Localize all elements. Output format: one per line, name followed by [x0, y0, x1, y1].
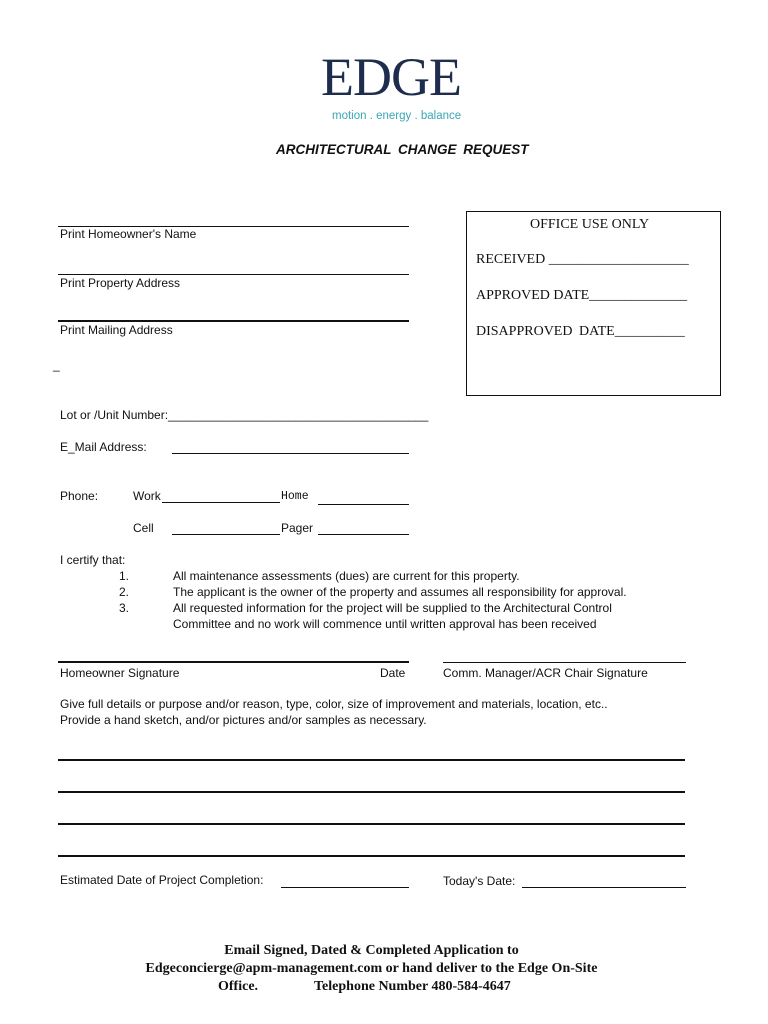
homeowner-name-label: Print Homeowner's Name [60, 227, 197, 241]
approved-date-field[interactable]: APPROVED DATE______________ [476, 288, 688, 303]
certify-item-num: 2. [119, 585, 130, 599]
work-phone-field[interactable] [162, 502, 280, 503]
stray-underscore: _ [53, 358, 60, 372]
mailing-address-field[interactable] [58, 320, 409, 322]
email-field[interactable] [172, 453, 409, 454]
certify-item-num: 1. [119, 569, 130, 583]
signature-date-label: Date [380, 666, 406, 680]
logo-tagline: motion . energy . balance [332, 110, 462, 122]
certify-item-text: All requested information for the project will be supplied to the Architectural Control [173, 601, 612, 615]
logo-wordmark: EDGE [321, 47, 461, 107]
footer-telephone: Telephone Number 480-584-4647 [314, 979, 511, 994]
homeowner-signature-field[interactable] [58, 661, 409, 663]
manager-signature-label: Comm. Manager/ACR Chair Signature [443, 666, 648, 680]
email-label: E_Mail Address: [60, 440, 147, 454]
home-phone-field[interactable] [318, 504, 409, 505]
estimated-completion-label: Estimated Date of Project Completion: [60, 873, 264, 887]
certify-item-text: The applicant is the owner of the property and assumes all responsibility for approval. [173, 585, 627, 599]
certify-item-text: All maintenance assessments (dues) are current for this property. [173, 569, 520, 583]
office-use-box [466, 211, 721, 396]
cell-phone-label: Cell [133, 521, 154, 535]
disapproved-date-field[interactable]: DISAPPROVED DATE__________ [476, 324, 685, 339]
details-line[interactable] [58, 823, 685, 825]
lot-unit-field[interactable]: _______________________________________ [168, 408, 429, 422]
details-instruction-line-1: Give full details or purpose and/or reason, type, color, size of improvement and materials, location, etc.. [60, 697, 608, 711]
home-phone-label: Home [281, 490, 309, 503]
footer-line-1: Email Signed, Dated & Completed Application to [224, 943, 519, 958]
cell-phone-field[interactable] [172, 534, 280, 535]
lot-unit-label: Lot or /Unit Number: [60, 408, 169, 422]
todays-date-label: Today's Date: [443, 874, 516, 888]
mailing-address-label: Print Mailing Address [60, 323, 173, 337]
property-address-field[interactable] [58, 274, 409, 275]
pager-field[interactable] [318, 534, 409, 535]
todays-date-field[interactable] [522, 887, 686, 888]
estimated-completion-field[interactable] [281, 887, 409, 888]
details-instruction-line-2: Provide a hand sketch, and/or pictures and/or samples as necessary. [60, 713, 427, 727]
homeowner-signature-label: Homeowner Signature [60, 666, 180, 680]
pager-label: Pager [281, 521, 314, 535]
received-field[interactable]: RECEIVED ____________________ [476, 252, 689, 267]
phone-label: Phone: [60, 489, 99, 503]
details-line[interactable] [58, 791, 685, 793]
footer-line-2: Edgeconcierge@apm-management.com or hand deliver to the Edge On-Site [145, 961, 598, 976]
certify-intro: I certify that: [60, 553, 126, 567]
certify-item-num: 3. [119, 601, 130, 615]
manager-signature-field[interactable] [443, 662, 686, 663]
footer-office: Office. [218, 979, 259, 994]
certify-item-text-continued: Committee and no work will commence until written approval has been received [173, 617, 597, 631]
office-use-heading: OFFICE USE ONLY [530, 217, 650, 232]
details-line[interactable] [58, 855, 685, 857]
property-address-label: Print Property Address [60, 276, 181, 290]
work-phone-label: Work [133, 489, 161, 503]
form-title: ARCHITECTURAL CHANGE REQUEST [276, 142, 529, 157]
details-line[interactable] [58, 759, 685, 761]
